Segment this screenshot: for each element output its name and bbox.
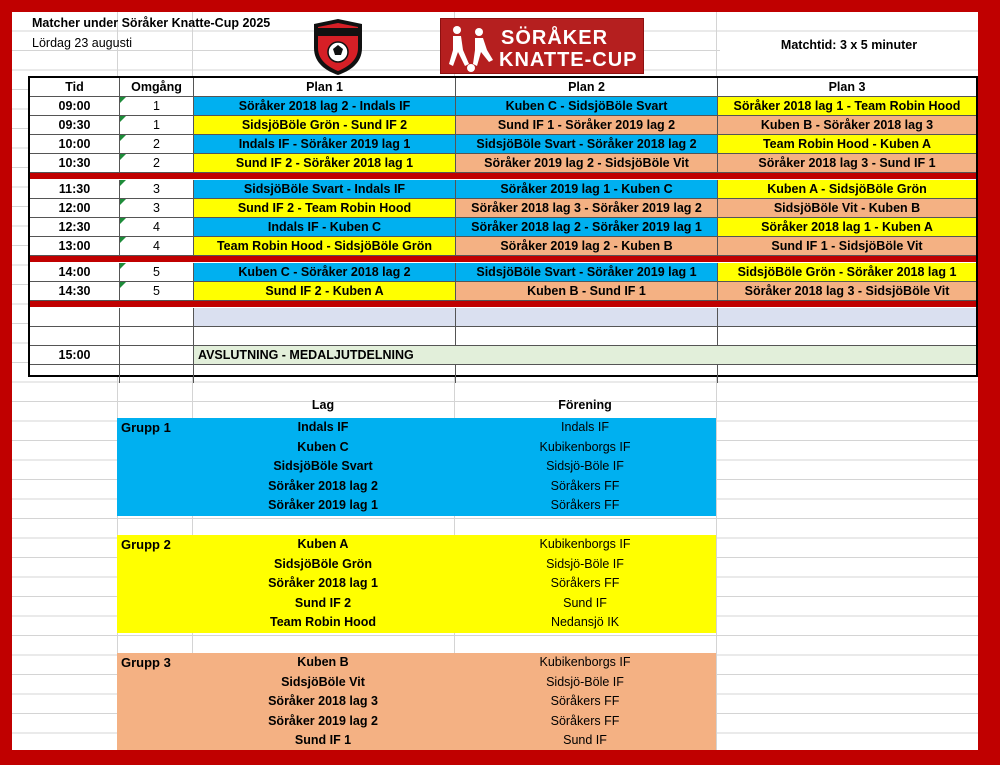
match-row bbox=[30, 218, 976, 237]
group-club: Kubikenborgs IF bbox=[539, 439, 631, 454]
match-time: Matchtid: 3 x 5 minuter bbox=[720, 38, 978, 52]
plan1-match: Söråker 2018 lag 2 - Indals IF bbox=[194, 97, 456, 115]
comment-flag-icon bbox=[120, 135, 126, 141]
group-label: Grupp 3 bbox=[121, 655, 171, 670]
group-team: SidsjöBöle Vit bbox=[281, 674, 365, 689]
round-cell: 3 bbox=[120, 180, 194, 198]
group-team: Kuben A bbox=[297, 537, 349, 551]
comment-flag-icon bbox=[120, 263, 126, 269]
group-club: Sund IF bbox=[563, 595, 607, 610]
match-row bbox=[30, 237, 976, 256]
group-club: Sidsjö-Böle IF bbox=[546, 459, 624, 473]
spreadsheet bbox=[12, 12, 978, 750]
round-cell: 2 bbox=[120, 135, 194, 153]
plan2-match: Söråker 2019 lag 2 - SidsjöBöle Vit bbox=[456, 154, 718, 172]
empty-row bbox=[30, 308, 976, 327]
group-club: Sund IF bbox=[563, 733, 607, 747]
sheet-title: Matcher under Söråker Knatte-Cup 2025 bbox=[32, 16, 271, 30]
round-cell: 1 bbox=[120, 97, 194, 115]
match-row bbox=[30, 180, 976, 199]
round-cell: 5 bbox=[120, 263, 194, 281]
closing-row bbox=[30, 346, 976, 365]
plan3-match: Sund IF 1 - SidsjöBöle Vit bbox=[718, 237, 976, 255]
logo-line-2: KNATTE-CUP bbox=[499, 49, 638, 71]
empty-row bbox=[30, 327, 976, 346]
closing-text: AVSLUTNING - MEDALJUTDELNING bbox=[194, 346, 976, 364]
column-header-1: Omgång bbox=[120, 78, 194, 96]
plan1-match: Sund IF 2 - Team Robin Hood bbox=[194, 199, 456, 217]
plan3-match: Kuben A - SidsjöBöle Grön bbox=[718, 180, 976, 198]
group-label: Grupp 2 bbox=[121, 537, 171, 552]
col-team-header: Lag bbox=[311, 398, 335, 412]
group-team: Söråker 2018 lag 3 bbox=[268, 694, 378, 708]
group-team: Sund IF 2 bbox=[294, 595, 352, 610]
round-cell: 2 bbox=[120, 154, 194, 172]
comment-flag-icon bbox=[120, 218, 126, 224]
match-time-cell: 11:30 bbox=[30, 180, 120, 198]
empty-cell bbox=[120, 365, 194, 383]
empty-cell bbox=[120, 346, 194, 364]
match-row bbox=[30, 154, 976, 173]
group-team: Söråker 2019 lag 2 bbox=[268, 713, 378, 728]
comment-flag-icon bbox=[120, 199, 126, 205]
round-cell: 4 bbox=[120, 237, 194, 255]
group-block bbox=[117, 418, 716, 516]
match-row bbox=[30, 135, 976, 154]
group-club: Söråkers FF bbox=[550, 498, 620, 512]
plan3-match: Team Robin Hood - Kuben A bbox=[718, 135, 976, 153]
plan1-match: Team Robin Hood - SidsjöBöle Grön bbox=[194, 237, 456, 255]
comment-flag-icon bbox=[120, 282, 126, 288]
plan1-match: Indals IF - Söråker 2019 lag 1 bbox=[194, 135, 456, 153]
empty-cell bbox=[718, 365, 976, 383]
group-team: Kuben B bbox=[297, 655, 349, 669]
players-icon bbox=[443, 20, 499, 74]
comment-flag-icon bbox=[120, 237, 126, 243]
plan1-match: Indals IF - Kuben C bbox=[194, 218, 456, 236]
plan1-match: Sund IF 2 - Kuben A bbox=[194, 282, 456, 300]
event-date: Lördag 23 augusti bbox=[32, 36, 133, 50]
plan3-match: SidsjöBöle Vit - Kuben B bbox=[718, 199, 976, 217]
column-header-0: Tid bbox=[30, 78, 120, 96]
group-block bbox=[117, 535, 716, 633]
plan3-match: Söråker 2018 lag 1 - Team Robin Hood bbox=[718, 97, 976, 115]
closing-time: 15:00 bbox=[30, 346, 120, 364]
match-row bbox=[30, 282, 976, 301]
round-cell: 4 bbox=[120, 218, 194, 236]
group-club: Söråkers FF bbox=[550, 694, 620, 708]
plan2-match: Söråker 2018 lag 2 - Söråker 2019 lag 1 bbox=[456, 218, 718, 236]
empty-cell bbox=[120, 308, 194, 326]
empty-cell bbox=[456, 327, 718, 345]
match-time-cell: 14:00 bbox=[30, 263, 120, 281]
group-team: Söråker 2019 lag 1 bbox=[268, 498, 378, 512]
comment-flag-icon bbox=[120, 97, 126, 103]
group-club: Indals IF bbox=[561, 420, 609, 434]
plan2-match: Kuben C - SidsjöBöle Svart bbox=[456, 97, 718, 115]
empty-cell bbox=[194, 327, 456, 345]
empty-cell bbox=[194, 308, 456, 326]
group-club: Nedansjö IK bbox=[550, 615, 620, 629]
comment-flag-icon bbox=[120, 116, 126, 122]
round-cell: 1 bbox=[120, 116, 194, 134]
group-club: Kubikenborgs IF bbox=[539, 537, 631, 551]
match-time-cell: 09:30 bbox=[30, 116, 120, 134]
group-club: Sidsjö-Böle IF bbox=[546, 556, 624, 571]
cup-logo bbox=[440, 18, 644, 74]
plan1-match: SidsjöBöle Grön - Sund IF 2 bbox=[194, 116, 456, 134]
group-team: Sund IF 1 bbox=[294, 733, 352, 747]
break-separator bbox=[30, 256, 976, 262]
plan2-match: Söråker 2019 lag 1 - Kuben C bbox=[456, 180, 718, 198]
plan1-match: Sund IF 2 - Söråker 2018 lag 1 bbox=[194, 154, 456, 172]
group-club: Söråkers FF bbox=[550, 576, 620, 590]
plan1-match: Kuben C - Söråker 2018 lag 2 bbox=[194, 263, 456, 281]
table-header-row bbox=[30, 78, 976, 97]
plan2-match: Sund IF 1 - Söråker 2019 lag 2 bbox=[456, 116, 718, 134]
match-time-cell: 12:00 bbox=[30, 199, 120, 217]
match-schedule-table bbox=[28, 76, 978, 377]
group-team: SidsjöBöle Grön bbox=[274, 556, 372, 571]
empty-cell bbox=[30, 308, 120, 326]
break-separator bbox=[30, 301, 976, 307]
empty-cell bbox=[456, 365, 718, 383]
group-team: Indals IF bbox=[297, 420, 349, 434]
empty-cell bbox=[718, 327, 976, 345]
empty-cell bbox=[718, 308, 976, 326]
group-team: Söråker 2018 lag 2 bbox=[268, 478, 378, 493]
club-crest-icon bbox=[312, 18, 364, 76]
group-team: Kuben C bbox=[297, 439, 349, 454]
plan3-match: Söråker 2018 lag 1 - Kuben A bbox=[718, 218, 976, 236]
match-row bbox=[30, 97, 976, 116]
plan3-match: Söråker 2018 lag 3 - SidsjöBöle Vit bbox=[718, 282, 976, 300]
group-club: Kubikenborgs IF bbox=[539, 655, 631, 669]
empty-cell bbox=[120, 327, 194, 345]
comment-flag-icon bbox=[120, 180, 126, 186]
plan3-match: SidsjöBöle Grön - Söråker 2018 lag 1 bbox=[718, 263, 976, 281]
group-club: Söråkers FF bbox=[550, 478, 620, 493]
plan2-match: Söråker 2018 lag 3 - Söråker 2019 lag 2 bbox=[456, 199, 718, 217]
column-header-2: Plan 1 bbox=[194, 78, 456, 96]
group-club: Sidsjö-Böle IF bbox=[546, 674, 624, 689]
plan2-match: Söråker 2019 lag 2 - Kuben B bbox=[456, 237, 718, 255]
plan2-match: SidsjöBöle Svart - Söråker 2019 lag 1 bbox=[456, 263, 718, 281]
comment-flag-icon bbox=[120, 154, 126, 160]
empty-cell bbox=[194, 365, 456, 383]
logo-line-1: SÖRÅKER bbox=[501, 27, 609, 49]
match-time-cell: 10:30 bbox=[30, 154, 120, 172]
plan3-match: Söråker 2018 lag 3 - Sund IF 1 bbox=[718, 154, 976, 172]
match-time-cell: 14:30 bbox=[30, 282, 120, 300]
match-row bbox=[30, 263, 976, 282]
col-club-header: Förening bbox=[558, 398, 612, 412]
match-time-cell: 09:00 bbox=[30, 97, 120, 115]
empty-cell bbox=[30, 327, 120, 345]
group-team: Team Robin Hood bbox=[269, 615, 376, 629]
group-team: Söråker 2018 lag 1 bbox=[268, 576, 378, 590]
column-header-3: Plan 2 bbox=[456, 78, 718, 96]
match-row bbox=[30, 199, 976, 218]
match-time-cell: 12:30 bbox=[30, 218, 120, 236]
match-row bbox=[30, 116, 976, 135]
empty-row bbox=[30, 365, 976, 384]
column-header-4: Plan 3 bbox=[828, 80, 866, 94]
empty-cell bbox=[456, 308, 718, 326]
empty-cell bbox=[30, 365, 120, 383]
plan3-match: Kuben B - Söråker 2018 lag 3 bbox=[718, 116, 976, 134]
group-label: Grupp 1 bbox=[121, 420, 171, 435]
round-cell: 5 bbox=[120, 282, 194, 300]
match-time-cell: 13:00 bbox=[30, 237, 120, 255]
group-team: SidsjöBöle Svart bbox=[273, 459, 373, 473]
plan2-match: SidsjöBöle Svart - Söråker 2018 lag 2 bbox=[456, 135, 718, 153]
group-block bbox=[117, 653, 716, 750]
group-club: Söråkers FF bbox=[550, 713, 620, 728]
round-cell: 3 bbox=[120, 199, 194, 217]
plan1-match: SidsjöBöle Svart - Indals IF bbox=[194, 180, 456, 198]
plan2-match: Kuben B - Sund IF 1 bbox=[456, 282, 718, 300]
match-time-cell: 10:00 bbox=[30, 135, 120, 153]
break-separator bbox=[30, 173, 976, 179]
